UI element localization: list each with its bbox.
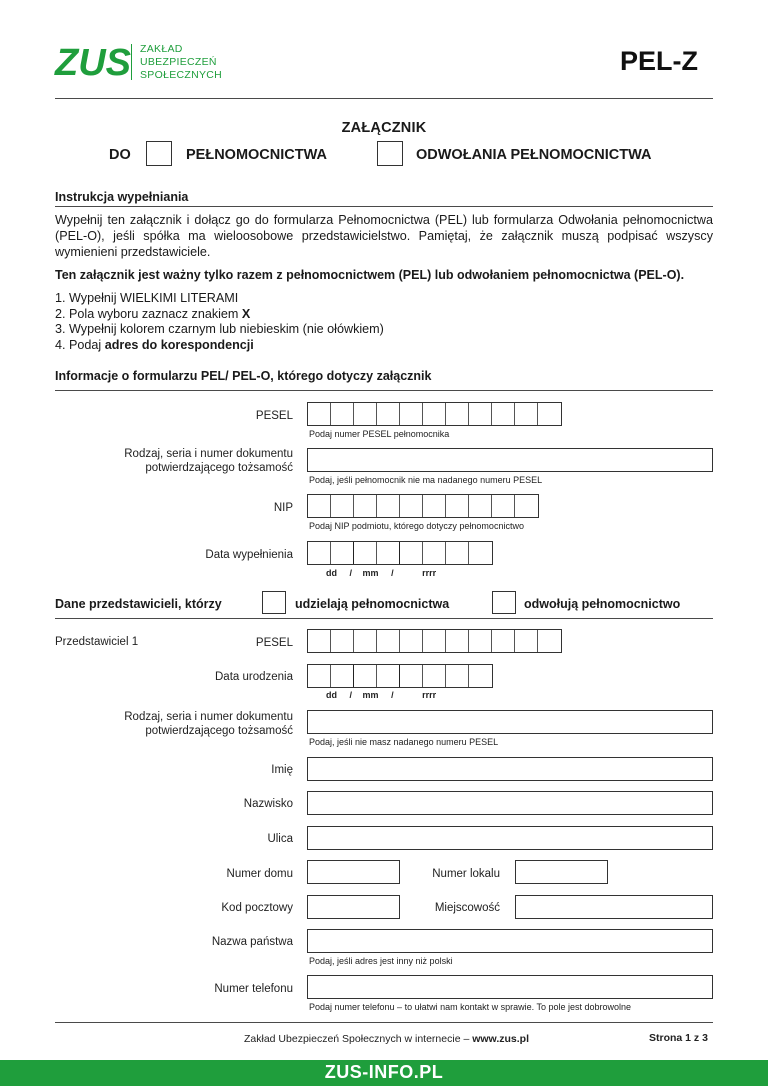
form-code: PEL-Z: [620, 46, 698, 76]
nip-input[interactable]: [307, 494, 539, 518]
rep-pesel-input[interactable]: [307, 629, 562, 653]
fill-date-format: dd / mm / rrrr: [326, 568, 437, 578]
nip-hint: Podaj NIP podmiotu, którego dotyczy pełnomocnictwo: [309, 521, 524, 531]
option-udzielaja-label: udzielają pełnomocnictwa: [295, 597, 450, 611]
pesel-label: PESEL: [255, 410, 293, 422]
apartment-number-input[interactable]: [515, 860, 608, 884]
postal-code-input[interactable]: [307, 895, 400, 919]
banner-text: ZUS-INFO.PL: [324, 1062, 444, 1082]
rep-doc-label: Rodzaj, seria i numer dokumentu potwierdzającego tożsamość: [124, 711, 293, 737]
birth-date-input[interactable]: [307, 664, 493, 688]
representatives-rule: [55, 618, 713, 619]
doc-label: Rodzaj, seria i numer dokumentu potwierdzającego tożsamość: [124, 448, 293, 474]
instructions-rule: [55, 206, 713, 207]
zus-logo-text: ZUS: [55, 42, 131, 84]
postal-code-label: Kod pocztowy: [221, 902, 293, 914]
last-name-input[interactable]: [307, 791, 713, 815]
rep-document-input[interactable]: [307, 710, 713, 734]
list-item: 3. Wypełnij kolorem czarnym lub niebieskim (nie ołówkiem): [55, 322, 384, 336]
instructions-paragraph: Wypełnij ten załącznik i dołącz go do formularza Pełnomocnictwa (PEL) lub formularza Odwołania pełnomocnictwa (PEL-O), jeśli spółka ma wieloosobowe przedstawicielstwo. Pamiętaj, że załącznik muszą podpisać wszyscy wymienieni przedstawiciele.: [55, 213, 713, 259]
checkbox-pelnomocnictwa[interactable]: [146, 141, 172, 166]
title-prefix: DO: [109, 147, 131, 163]
apartment-number-label: Numer lokalu: [432, 868, 500, 880]
checkbox-odwoluja[interactable]: [492, 591, 516, 614]
country-hint: Podaj, jeśli adres jest inny niż polski: [309, 956, 453, 966]
birth-date-label: Data urodzenia: [215, 671, 293, 683]
org-name-line-2: UBEZPIECZEŃ: [140, 56, 217, 68]
house-number-label: Numer domu: [226, 868, 293, 880]
org-name-line-3: SPOŁECZNYCH: [140, 69, 223, 81]
nip-label: NIP: [273, 502, 293, 514]
city-input[interactable]: [515, 895, 713, 919]
country-label: Nazwa państwa: [211, 936, 293, 948]
country-input[interactable]: [307, 929, 713, 953]
rep-pesel-label: PESEL: [255, 637, 293, 649]
footer-url[interactable]: www.zus.pl: [472, 1033, 529, 1045]
option-odwoluja-label: odwołują pełnomocnictwo: [524, 597, 681, 611]
fill-date-label: Data wypełnienia: [205, 549, 293, 561]
zus-logo: [55, 42, 131, 84]
list-item: 4. Podaj adres do korespondencji: [55, 337, 254, 352]
city-label: Miejscowość: [434, 902, 500, 914]
first-name-label: Imię: [271, 764, 293, 776]
list-item: 2. Pola wyboru zaznacz znakiem X: [55, 306, 251, 321]
checkbox-udzielaja[interactable]: [262, 591, 286, 614]
pelnomocnik-pesel-input[interactable]: [307, 402, 562, 426]
street-label: Ulica: [267, 833, 293, 845]
fill-date-input[interactable]: [307, 541, 493, 565]
phone-hint: Podaj numer telefonu – to ułatwi nam kontakt w sprawie. To pole jest dobrowolne: [309, 1002, 632, 1012]
phone-label: Numer telefonu: [214, 983, 293, 995]
first-name-input[interactable]: [307, 757, 713, 781]
option-pelnomocnictwa-label: PEŁNOMOCNICTWA: [186, 147, 327, 163]
pesel-hint: Podaj numer PESEL pełnomocnika: [309, 429, 450, 439]
page-number: Strona 1 z 3: [649, 1032, 708, 1044]
org-name-line-1: ZAKŁAD: [140, 43, 183, 55]
header-rule: [55, 98, 713, 99]
footer-rule: [55, 1022, 713, 1023]
house-number-input[interactable]: [307, 860, 400, 884]
footer-note: Zakład Ubezpieczeń Społecznych w internecie – www.zus.pl: [244, 1033, 529, 1045]
representative-label: Przedstawiciel 1: [55, 636, 139, 648]
instructions-heading: Instrukcja wypełniania: [55, 190, 189, 204]
form-info-rule: [55, 390, 713, 391]
doc-hint: Podaj, jeśli pełnomocnik nie ma nadanego numeru PESEL: [309, 475, 543, 485]
birth-date-format: dd / mm / rrrr: [326, 690, 437, 700]
validity-note: Ten załącznik jest ważny tylko razem z pełnomocnictwem (PEL) lub odwołaniem pełnomocnictwa (PEL-O).: [55, 268, 685, 282]
list-item: 1. Wypełnij WIELKIMI LITERAMI: [55, 291, 239, 305]
last-name-label: Nazwisko: [243, 798, 293, 810]
street-input[interactable]: [307, 826, 713, 850]
checkbox-odwolania[interactable]: [377, 141, 403, 166]
option-odwolania-label: ODWOŁANIA PEŁNOMOCNICTWA: [416, 147, 652, 163]
form-info-heading: Informacje o formularzu PEL/ PEL-O, którego dotyczy załącznik: [55, 369, 432, 383]
instructions-list: [55, 291, 384, 353]
pelnomocnik-document-input[interactable]: [307, 448, 713, 472]
org-name: [140, 43, 222, 82]
representatives-heading: Dane przedstawicieli, którzy: [55, 597, 222, 611]
page-title: ZAŁĄCZNIK: [341, 120, 427, 136]
phone-input[interactable]: [307, 975, 713, 999]
logo-divider: [131, 44, 132, 80]
rep-doc-hint: Podaj, jeśli nie masz nadanego numeru PESEL: [309, 737, 499, 747]
